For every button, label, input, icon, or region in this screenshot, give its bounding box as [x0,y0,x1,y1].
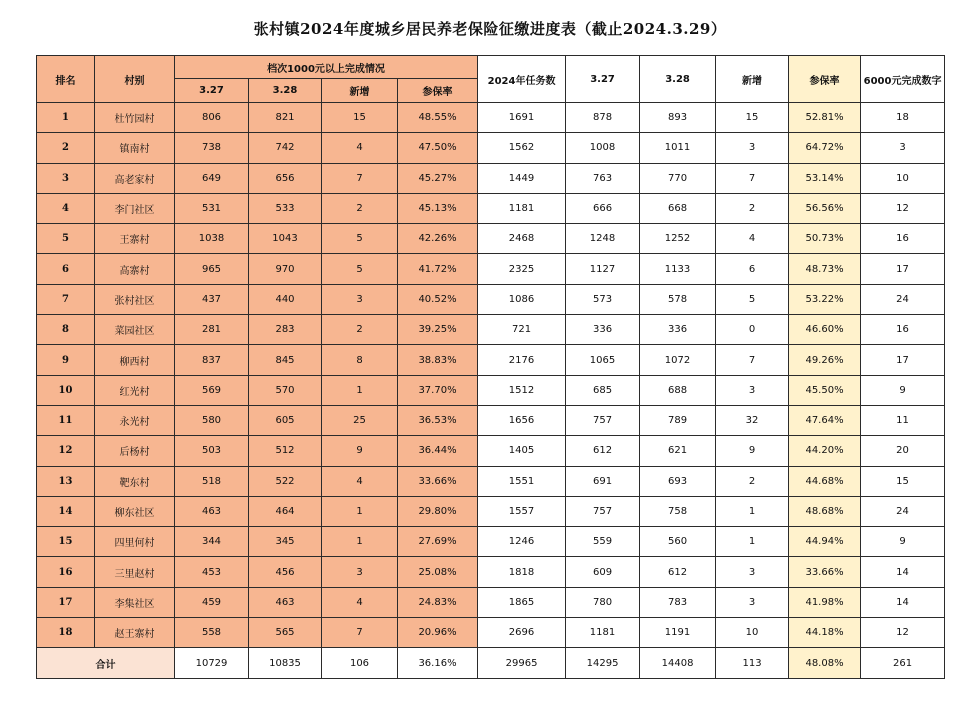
t327-cell: 336 [566,315,640,345]
t328-cell: 758 [640,496,716,526]
g327-cell: 344 [175,527,249,557]
t327-cell: 609 [566,557,640,587]
t327-cell: 757 [566,496,640,526]
grate-cell: 41.72% [398,254,478,284]
page-title: 张村镇2024年度城乡居民养老保险征缴进度表（截止2024.3.29） [253,20,727,38]
table-row [37,375,945,405]
grate-cell: 39.25% [398,315,478,345]
table-row [37,163,945,193]
d6000-cell: 3 [861,133,945,163]
total-label: 合计 [37,648,175,679]
g328-cell: 656 [249,163,322,193]
trate-cell: 47.64% [789,405,861,435]
village-cell: 镇南村 [95,133,175,163]
t328-cell: 783 [640,587,716,617]
trate-cell: 52.81% [789,103,861,133]
total-d6000: 261 [861,648,945,679]
task-cell: 1656 [478,405,566,435]
task-cell: 1246 [478,527,566,557]
t327-cell: 559 [566,527,640,557]
t327-cell: 1127 [566,254,640,284]
table-row [37,466,945,496]
t327-cell: 780 [566,587,640,617]
village-cell: 四里何村 [95,527,175,557]
t328-cell: 1072 [640,345,716,375]
g327-cell: 569 [175,375,249,405]
g327-cell: 503 [175,436,249,466]
grate-cell: 20.96% [398,618,478,648]
village-cell: 高寨村 [95,254,175,284]
d6000-cell: 24 [861,284,945,314]
g327-cell: 649 [175,163,249,193]
village-cell: 后杨村 [95,436,175,466]
gnew-cell: 1 [322,375,398,405]
t328-cell: 1133 [640,254,716,284]
table-row [37,345,945,375]
table-row [37,496,945,526]
grate-cell: 45.27% [398,163,478,193]
village-cell: 赵王寨村 [95,618,175,648]
task-cell: 1865 [478,587,566,617]
t327-cell: 1065 [566,345,640,375]
rank-cell: 5 [37,224,95,254]
village-cell: 李门社区 [95,193,175,223]
g327-cell: 1038 [175,224,249,254]
rank-cell: 6 [37,254,95,284]
g327-cell: 463 [175,496,249,526]
progress-table [36,55,945,679]
task-cell: 1691 [478,103,566,133]
d6000-cell: 17 [861,345,945,375]
header-task: 2024年任务数 [478,56,566,103]
village-cell: 李集社区 [95,587,175,617]
trate-cell: 44.68% [789,466,861,496]
t328-cell: 668 [640,193,716,223]
trate-cell: 50.73% [789,224,861,254]
grate-cell: 45.13% [398,193,478,223]
t328-cell: 1252 [640,224,716,254]
trate-cell: 44.20% [789,436,861,466]
task-cell: 1551 [478,466,566,496]
tnew-cell: 4 [716,224,789,254]
village-cell: 三里赵村 [95,557,175,587]
g328-cell: 456 [249,557,322,587]
rank-cell: 7 [37,284,95,314]
trate-cell: 33.66% [789,557,861,587]
gnew-cell: 1 [322,527,398,557]
g328-cell: 464 [249,496,322,526]
header-g-new: 新增 [322,79,398,103]
header-row-1 [37,56,945,79]
gnew-cell: 15 [322,103,398,133]
total-t328: 14408 [640,648,716,679]
header-village: 村别 [95,56,175,103]
g327-cell: 580 [175,405,249,435]
header-g-rate: 参保率 [398,79,478,103]
t327-cell: 763 [566,163,640,193]
tnew-cell: 1 [716,496,789,526]
trate-cell: 46.60% [789,315,861,345]
d6000-cell: 14 [861,587,945,617]
trate-cell: 53.14% [789,163,861,193]
tnew-cell: 3 [716,375,789,405]
grate-cell: 27.69% [398,527,478,557]
rank-cell: 17 [37,587,95,617]
tnew-cell: 1 [716,527,789,557]
g328-cell: 821 [249,103,322,133]
task-cell: 2176 [478,345,566,375]
d6000-cell: 12 [861,618,945,648]
gnew-cell: 25 [322,405,398,435]
g328-cell: 533 [249,193,322,223]
d6000-cell: 20 [861,436,945,466]
rank-cell: 10 [37,375,95,405]
header-t-327: 3.27 [566,56,640,103]
g327-cell: 531 [175,193,249,223]
header-t-328: 3.28 [640,56,716,103]
trate-cell: 53.22% [789,284,861,314]
header-rank: 排名 [37,56,95,103]
t328-cell: 893 [640,103,716,133]
t327-cell: 1248 [566,224,640,254]
header-t-new: 新增 [716,56,789,103]
trate-cell: 45.50% [789,375,861,405]
g328-cell: 463 [249,587,322,617]
g328-cell: 345 [249,527,322,557]
g328-cell: 845 [249,345,322,375]
g327-cell: 437 [175,284,249,314]
header-g-328: 3.28 [249,79,322,103]
t327-cell: 685 [566,375,640,405]
t328-cell: 789 [640,405,716,435]
g327-cell: 965 [175,254,249,284]
total-gnew: 106 [322,648,398,679]
g328-cell: 512 [249,436,322,466]
t328-cell: 621 [640,436,716,466]
table-row [37,587,945,617]
t328-cell: 693 [640,466,716,496]
village-cell: 高老家村 [95,163,175,193]
total-g327: 10729 [175,648,249,679]
t328-cell: 1191 [640,618,716,648]
rank-cell: 16 [37,557,95,587]
trate-cell: 44.18% [789,618,861,648]
village-cell: 菜园社区 [95,315,175,345]
grate-cell: 38.83% [398,345,478,375]
t327-cell: 1181 [566,618,640,648]
g327-cell: 837 [175,345,249,375]
g328-cell: 283 [249,315,322,345]
t327-cell: 1008 [566,133,640,163]
village-cell: 张村社区 [95,284,175,314]
d6000-cell: 18 [861,103,945,133]
gnew-cell: 3 [322,557,398,587]
total-task: 29965 [478,648,566,679]
tnew-cell: 7 [716,163,789,193]
village-cell: 红光村 [95,375,175,405]
rank-cell: 1 [37,103,95,133]
trate-cell: 64.72% [789,133,861,163]
village-cell: 柳西村 [95,345,175,375]
table-body [37,103,945,648]
total-row [37,648,945,679]
task-cell: 721 [478,315,566,345]
grate-cell: 25.08% [398,557,478,587]
grate-cell: 29.80% [398,496,478,526]
tnew-cell: 3 [716,557,789,587]
rank-cell: 12 [37,436,95,466]
t327-cell: 666 [566,193,640,223]
rank-cell: 9 [37,345,95,375]
g327-cell: 459 [175,587,249,617]
t328-cell: 688 [640,375,716,405]
table-row [37,193,945,223]
trate-cell: 56.56% [789,193,861,223]
t327-cell: 757 [566,405,640,435]
d6000-cell: 10 [861,163,945,193]
trate-cell: 49.26% [789,345,861,375]
gnew-cell: 7 [322,163,398,193]
gnew-cell: 1 [322,496,398,526]
table-row [37,254,945,284]
grate-cell: 37.70% [398,375,478,405]
gnew-cell: 4 [322,587,398,617]
gnew-cell: 5 [322,254,398,284]
trate-cell: 41.98% [789,587,861,617]
rank-cell: 15 [37,527,95,557]
table-row [37,557,945,587]
g327-cell: 558 [175,618,249,648]
tnew-cell: 32 [716,405,789,435]
g327-cell: 281 [175,315,249,345]
grate-cell: 40.52% [398,284,478,314]
t327-cell: 691 [566,466,640,496]
g328-cell: 440 [249,284,322,314]
table-row [37,103,945,133]
table-row [37,284,945,314]
grate-cell: 24.83% [398,587,478,617]
tnew-cell: 6 [716,254,789,284]
rank-cell: 4 [37,193,95,223]
table-row [37,527,945,557]
g328-cell: 605 [249,405,322,435]
table-row [37,405,945,435]
village-cell: 靶东村 [95,466,175,496]
d6000-cell: 16 [861,315,945,345]
table-row [37,315,945,345]
gnew-cell: 4 [322,466,398,496]
d6000-cell: 14 [861,557,945,587]
t327-cell: 878 [566,103,640,133]
task-cell: 1449 [478,163,566,193]
header-g-327: 3.27 [175,79,249,103]
t328-cell: 336 [640,315,716,345]
gnew-cell: 2 [322,193,398,223]
grate-cell: 42.26% [398,224,478,254]
rank-cell: 8 [37,315,95,345]
task-cell: 1562 [478,133,566,163]
tnew-cell: 3 [716,133,789,163]
g328-cell: 522 [249,466,322,496]
village-cell: 柳东社区 [95,496,175,526]
task-cell: 2696 [478,618,566,648]
table-row [37,224,945,254]
g327-cell: 518 [175,466,249,496]
d6000-cell: 24 [861,496,945,526]
gnew-cell: 2 [322,315,398,345]
tnew-cell: 3 [716,587,789,617]
t327-cell: 573 [566,284,640,314]
table-row [37,133,945,163]
t328-cell: 770 [640,163,716,193]
gnew-cell: 4 [322,133,398,163]
task-cell: 1086 [478,284,566,314]
t328-cell: 1011 [640,133,716,163]
village-cell: 永光村 [95,405,175,435]
tnew-cell: 7 [716,345,789,375]
tnew-cell: 2 [716,466,789,496]
header-group-1000: 档次1000元以上完成情况 [175,56,478,79]
g328-cell: 1043 [249,224,322,254]
gnew-cell: 8 [322,345,398,375]
tnew-cell: 9 [716,436,789,466]
header-t-rate: 参保率 [789,56,861,103]
t328-cell: 560 [640,527,716,557]
task-cell: 1818 [478,557,566,587]
task-cell: 2468 [478,224,566,254]
d6000-cell: 11 [861,405,945,435]
tnew-cell: 2 [716,193,789,223]
rank-cell: 18 [37,618,95,648]
village-cell: 杜竹园村 [95,103,175,133]
trate-cell: 44.94% [789,527,861,557]
t328-cell: 578 [640,284,716,314]
task-cell: 1405 [478,436,566,466]
tnew-cell: 15 [716,103,789,133]
g328-cell: 565 [249,618,322,648]
d6000-cell: 17 [861,254,945,284]
rank-cell: 3 [37,163,95,193]
table-row [37,436,945,466]
g328-cell: 570 [249,375,322,405]
tnew-cell: 10 [716,618,789,648]
t328-cell: 612 [640,557,716,587]
tnew-cell: 5 [716,284,789,314]
g327-cell: 806 [175,103,249,133]
grate-cell: 36.53% [398,405,478,435]
t327-cell: 612 [566,436,640,466]
d6000-cell: 9 [861,527,945,557]
task-cell: 1181 [478,193,566,223]
tnew-cell: 0 [716,315,789,345]
trate-cell: 48.73% [789,254,861,284]
rank-cell: 2 [37,133,95,163]
gnew-cell: 9 [322,436,398,466]
gnew-cell: 3 [322,284,398,314]
task-cell: 1557 [478,496,566,526]
grate-cell: 47.50% [398,133,478,163]
task-cell: 2325 [478,254,566,284]
total-grate: 36.16% [398,648,478,679]
total-g328: 10835 [249,648,322,679]
g328-cell: 742 [249,133,322,163]
rank-cell: 11 [37,405,95,435]
total-trate: 48.08% [789,648,861,679]
header-done-6000: 6000元完成数字 [861,56,945,103]
d6000-cell: 16 [861,224,945,254]
g327-cell: 738 [175,133,249,163]
grate-cell: 48.55% [398,103,478,133]
grate-cell: 36.44% [398,436,478,466]
trate-cell: 48.68% [789,496,861,526]
total-t327: 14295 [566,648,640,679]
g327-cell: 453 [175,557,249,587]
gnew-cell: 7 [322,618,398,648]
g328-cell: 970 [249,254,322,284]
table-row [37,618,945,648]
rank-cell: 13 [37,466,95,496]
total-tnew: 113 [716,648,789,679]
rank-cell: 14 [37,496,95,526]
grate-cell: 33.66% [398,466,478,496]
village-cell: 王寨村 [95,224,175,254]
gnew-cell: 5 [322,224,398,254]
d6000-cell: 9 [861,375,945,405]
d6000-cell: 12 [861,193,945,223]
task-cell: 1512 [478,375,566,405]
d6000-cell: 15 [861,466,945,496]
